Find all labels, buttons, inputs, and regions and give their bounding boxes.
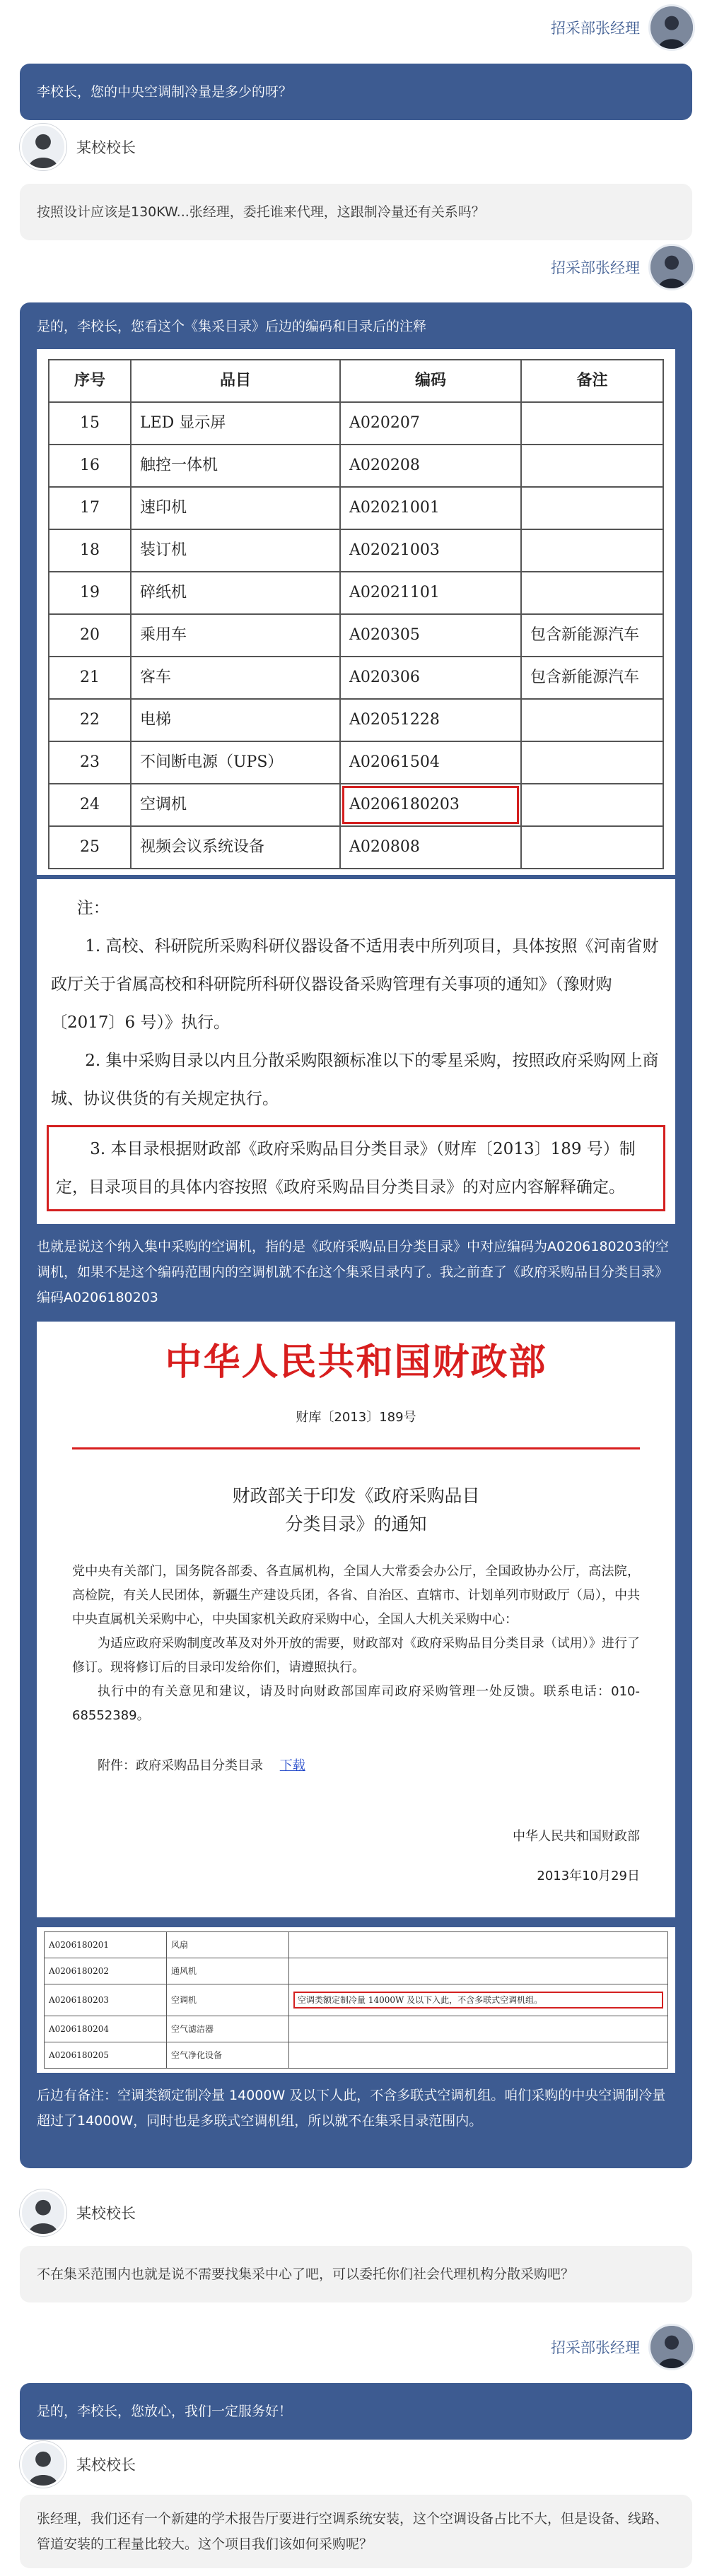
cell-no: 21 bbox=[49, 657, 131, 699]
cell-item: 通风机 bbox=[167, 1958, 289, 1984]
sign-date: 2013年10月29日 bbox=[537, 1869, 640, 1883]
table-row-highlighted bbox=[49, 784, 663, 826]
cell-no: 25 bbox=[49, 826, 131, 869]
cell-no: 17 bbox=[49, 487, 131, 529]
table-row bbox=[49, 614, 663, 657]
note-2: 2. 集中采购目录以内且分散采购限额标准以下的零星采购，按照政府采购网上商城、协议供货的有关规定执行。 bbox=[51, 1052, 659, 1108]
cell-no: 20 bbox=[49, 614, 131, 657]
red-divider bbox=[72, 1447, 640, 1449]
table-row bbox=[45, 2016, 668, 2042]
message-text: 按照设计应该是130KW...张经理，委托谁来代理，这跟制冷量还有关系吗？ bbox=[37, 204, 485, 220]
message-bubble[interactable] bbox=[20, 64, 692, 120]
table-row bbox=[49, 741, 663, 784]
cell-note bbox=[521, 784, 663, 826]
cell-note bbox=[521, 402, 663, 445]
message-bubble[interactable] bbox=[20, 302, 692, 2168]
message-text: 后边有备注：空调类额定制冷量 14000W 及以下人此，不含多联式空调机组。咱们采购的中央空调制冷量超过了14000W，同时也是多联式空调机组，所以就不在集采目录范围内。 bbox=[37, 2088, 666, 2129]
cell-note bbox=[521, 826, 663, 869]
cell-note bbox=[289, 2016, 668, 2042]
message-bubble[interactable] bbox=[20, 184, 692, 240]
note-3-highlight bbox=[47, 1125, 665, 1211]
cell-item: 风扇 bbox=[167, 1932, 289, 1958]
message-header-principal bbox=[20, 124, 136, 170]
notice-title-line-1: 财政部关于印发《政府采购品目 bbox=[232, 1486, 480, 1506]
cell-item: 不间断电源（UPS） bbox=[131, 741, 340, 784]
notice-paragraph: 执行中的有关意见和建议，请及时向财政部国库司政府采购管理一处反馈。联系电话：010-68552389。 bbox=[72, 1684, 640, 1723]
cell-note bbox=[521, 487, 663, 529]
notes-label: 注： bbox=[76, 899, 110, 917]
cell-no: 22 bbox=[49, 699, 131, 741]
avatar-principal[interactable] bbox=[20, 2189, 66, 2236]
default-user-icon bbox=[22, 2192, 64, 2234]
cell-item: 碎纸机 bbox=[131, 572, 340, 614]
table-row bbox=[49, 699, 663, 741]
cell-code: A02021101 bbox=[340, 572, 521, 614]
cell-code: A0206180203 bbox=[45, 1984, 167, 2016]
category-table-image bbox=[37, 1927, 675, 2073]
table-row bbox=[45, 1958, 668, 1984]
cell-note bbox=[521, 572, 663, 614]
table-row-highlighted bbox=[45, 1984, 668, 2016]
notice-title-line-2: 分类目录》的通知 bbox=[285, 1514, 427, 1534]
cell-code: A020808 bbox=[340, 826, 521, 869]
table-row bbox=[49, 657, 663, 699]
message-header-principal bbox=[20, 2441, 136, 2488]
cell-note-highlighted bbox=[289, 1984, 668, 2016]
cell-item: 空调机 bbox=[167, 1984, 289, 2016]
note-highlight-box: 空调类额定制冷量 14000W 及以下入此，不含多联式空调机组。 bbox=[293, 1992, 663, 2009]
table-row bbox=[49, 402, 663, 445]
cell-item: 客车 bbox=[131, 657, 340, 699]
cell-code: A02021001 bbox=[340, 487, 521, 529]
person-photo-icon bbox=[650, 2326, 693, 2368]
cell-no: 18 bbox=[49, 529, 131, 572]
avatar-manager[interactable] bbox=[648, 244, 695, 290]
ministry-notice-image bbox=[37, 1322, 675, 1917]
message-text: 是的，李校长，您放心，我们一定服务好！ bbox=[37, 2404, 293, 2419]
cell-item: 速印机 bbox=[131, 487, 340, 529]
note-1: 1. 高校、科研院所采购科研仪器设备不适用表中所列项目，具体按照《河南省财政厅关于省属高校和科研院所科研仪器设备采购管理有关事项的通知》（豫财购〔2017〕6 号）》执行。 bbox=[51, 937, 659, 1032]
catalog-table bbox=[48, 359, 664, 869]
attachment-label: 附件：政府采购品目分类目录 bbox=[98, 1758, 263, 1773]
sender-name: 某校校长 bbox=[76, 139, 136, 156]
sender-name: 某校校长 bbox=[76, 2205, 136, 2222]
download-link[interactable]: 下载 bbox=[279, 1758, 305, 1773]
sender-name: 招采部张经理 bbox=[551, 20, 640, 37]
table-row bbox=[49, 445, 663, 487]
cell-code: A020305 bbox=[340, 614, 521, 657]
cell-code: A02051228 bbox=[340, 699, 521, 741]
cell-note bbox=[289, 1932, 668, 1958]
signer: 中华人民共和国财政部 bbox=[513, 1829, 640, 1844]
cell-code: A02061504 bbox=[340, 741, 521, 784]
cell-item: 电梯 bbox=[131, 699, 340, 741]
cell-no: 15 bbox=[49, 402, 131, 445]
table-row bbox=[49, 487, 663, 529]
cell-item: LED 显示屏 bbox=[131, 402, 340, 445]
cell-item: 乘用车 bbox=[131, 614, 340, 657]
ministry-header: 中华人民共和国财政部 bbox=[165, 1341, 547, 1384]
notice-title bbox=[72, 1482, 640, 1539]
cell-note bbox=[521, 445, 663, 487]
catalog-table-image bbox=[37, 349, 675, 875]
header-item: 品目 bbox=[131, 360, 340, 402]
message-text: 张经理，我们还有一个新建的学术报告厅要进行空调系统安装，这个空调设备占比不大，但是设备、线路、管道安装的工程量比较大。这个项目我们该如何采购呢？ bbox=[37, 2511, 669, 2552]
cell-note bbox=[521, 529, 663, 572]
message-header-manager bbox=[551, 4, 695, 51]
cell-code: A020208 bbox=[340, 445, 521, 487]
header-note: 备注 bbox=[521, 360, 663, 402]
person-photo-icon bbox=[650, 246, 693, 288]
cell-item: 视频会议系统设备 bbox=[131, 826, 340, 869]
header-no: 序号 bbox=[49, 360, 131, 402]
cell-item: 空调机 bbox=[131, 784, 340, 826]
table-row bbox=[49, 826, 663, 869]
signature-block bbox=[72, 1817, 640, 1896]
cell-note: 包含新能源汽车 bbox=[521, 614, 663, 657]
cell-note: 包含新能源汽车 bbox=[521, 657, 663, 699]
message-header-principal bbox=[20, 2189, 136, 2236]
cell-code: A020306 bbox=[340, 657, 521, 699]
avatar-principal[interactable] bbox=[20, 124, 66, 170]
notice-paragraph: 党中央有关部门，国务院各部委、各直属机构，全国人大常委会办公厅，全国政协办公厅，高法院，高检院，有关人民团体，新疆生产建设兵团，各省、自治区、直辖市、计划单列市财政厅（局），中共中央直属机关采购中心，中央国家机关政府采购中心，全国人大机关采购中心： bbox=[72, 1564, 640, 1627]
cell-note bbox=[521, 699, 663, 741]
cell-note bbox=[521, 741, 663, 784]
catalog-notes-image bbox=[37, 879, 675, 1224]
attachment-line bbox=[72, 1753, 640, 1779]
message-header-manager bbox=[551, 244, 695, 290]
cell-note bbox=[289, 2042, 668, 2069]
notice-paragraph: 为适应政府采购制度改革及对外开放的需要，财政部对《政府采购品目分类目录（试用）》进行了修订。现将修订后的目录印发给你们，请遵照执行。 bbox=[72, 1636, 640, 1675]
message-text: 不在集采范围内也就是说不需要找集采中心了吧，可以委托你们社会代理机构分散采购吧？ bbox=[37, 2266, 575, 2282]
avatar-principal[interactable] bbox=[20, 2441, 66, 2488]
cell-no: 19 bbox=[49, 572, 131, 614]
message-bubble[interactable] bbox=[20, 2383, 692, 2440]
sender-name: 招采部张经理 bbox=[551, 259, 640, 276]
table-row bbox=[49, 529, 663, 572]
message-bubble[interactable] bbox=[20, 2495, 692, 2568]
cell-no: 24 bbox=[49, 784, 131, 826]
avatar-manager[interactable] bbox=[648, 4, 695, 51]
table-row bbox=[49, 572, 663, 614]
cell-item: 触控一体机 bbox=[131, 445, 340, 487]
avatar-manager[interactable] bbox=[648, 2324, 695, 2370]
header-code: 编码 bbox=[340, 360, 521, 402]
cell-code: A02021003 bbox=[340, 529, 521, 572]
person-photo-icon bbox=[650, 6, 693, 49]
notice-body bbox=[72, 1560, 640, 1728]
table-row bbox=[45, 2042, 668, 2069]
default-user-icon bbox=[22, 126, 64, 168]
sender-name: 某校校长 bbox=[76, 2457, 136, 2474]
cell-code: A0206180201 bbox=[45, 1932, 167, 1958]
cell-no: 16 bbox=[49, 445, 131, 487]
cell-note bbox=[289, 1958, 668, 1984]
cell-code: A020207 bbox=[340, 402, 521, 445]
note-3: 3. 本目录根据财政部《政府采购品目分类目录》（财库〔2013〕189 号）制定，目录项目的具体内容按照《政府采购品目分类目录》的对应内容解释确定。 bbox=[56, 1140, 636, 1196]
default-user-icon bbox=[22, 2443, 64, 2486]
category-table bbox=[44, 1931, 668, 2069]
cell-item: 空气净化设备 bbox=[167, 2042, 289, 2069]
cell-no: 23 bbox=[49, 741, 131, 784]
cell-item: 空气滤洁器 bbox=[167, 2016, 289, 2042]
cell-code-highlighted: A0206180203 bbox=[340, 784, 521, 826]
cell-item: 装订机 bbox=[131, 529, 340, 572]
message-text: 也就是说这个纳入集中采购的空调机，指的是《政府采购品目分类目录》中对应编码为A0206180203的空调机，如果不是这个编码范围内的空调机就不在这个集采目录内了。我之前查了《政府采购品目分类目录》编码A0206180203 bbox=[37, 1239, 669, 1305]
message-bubble[interactable] bbox=[20, 2246, 692, 2302]
cell-code: A0206180204 bbox=[45, 2016, 167, 2042]
sender-name: 招采部张经理 bbox=[551, 2339, 640, 2356]
table-row bbox=[45, 1932, 668, 1958]
cell-code: A0206180202 bbox=[45, 1958, 167, 1984]
document-number: 财库〔2013〕189号 bbox=[296, 1410, 416, 1425]
cell-code: A0206180205 bbox=[45, 2042, 167, 2069]
message-header-manager bbox=[551, 2324, 695, 2370]
message-text: 李校长，您的中央空调制冷量是多少的呀？ bbox=[37, 84, 293, 100]
message-text: 是的，李校长，您看这个《集采目录》后边的编码和目录后的注释 bbox=[37, 319, 427, 334]
